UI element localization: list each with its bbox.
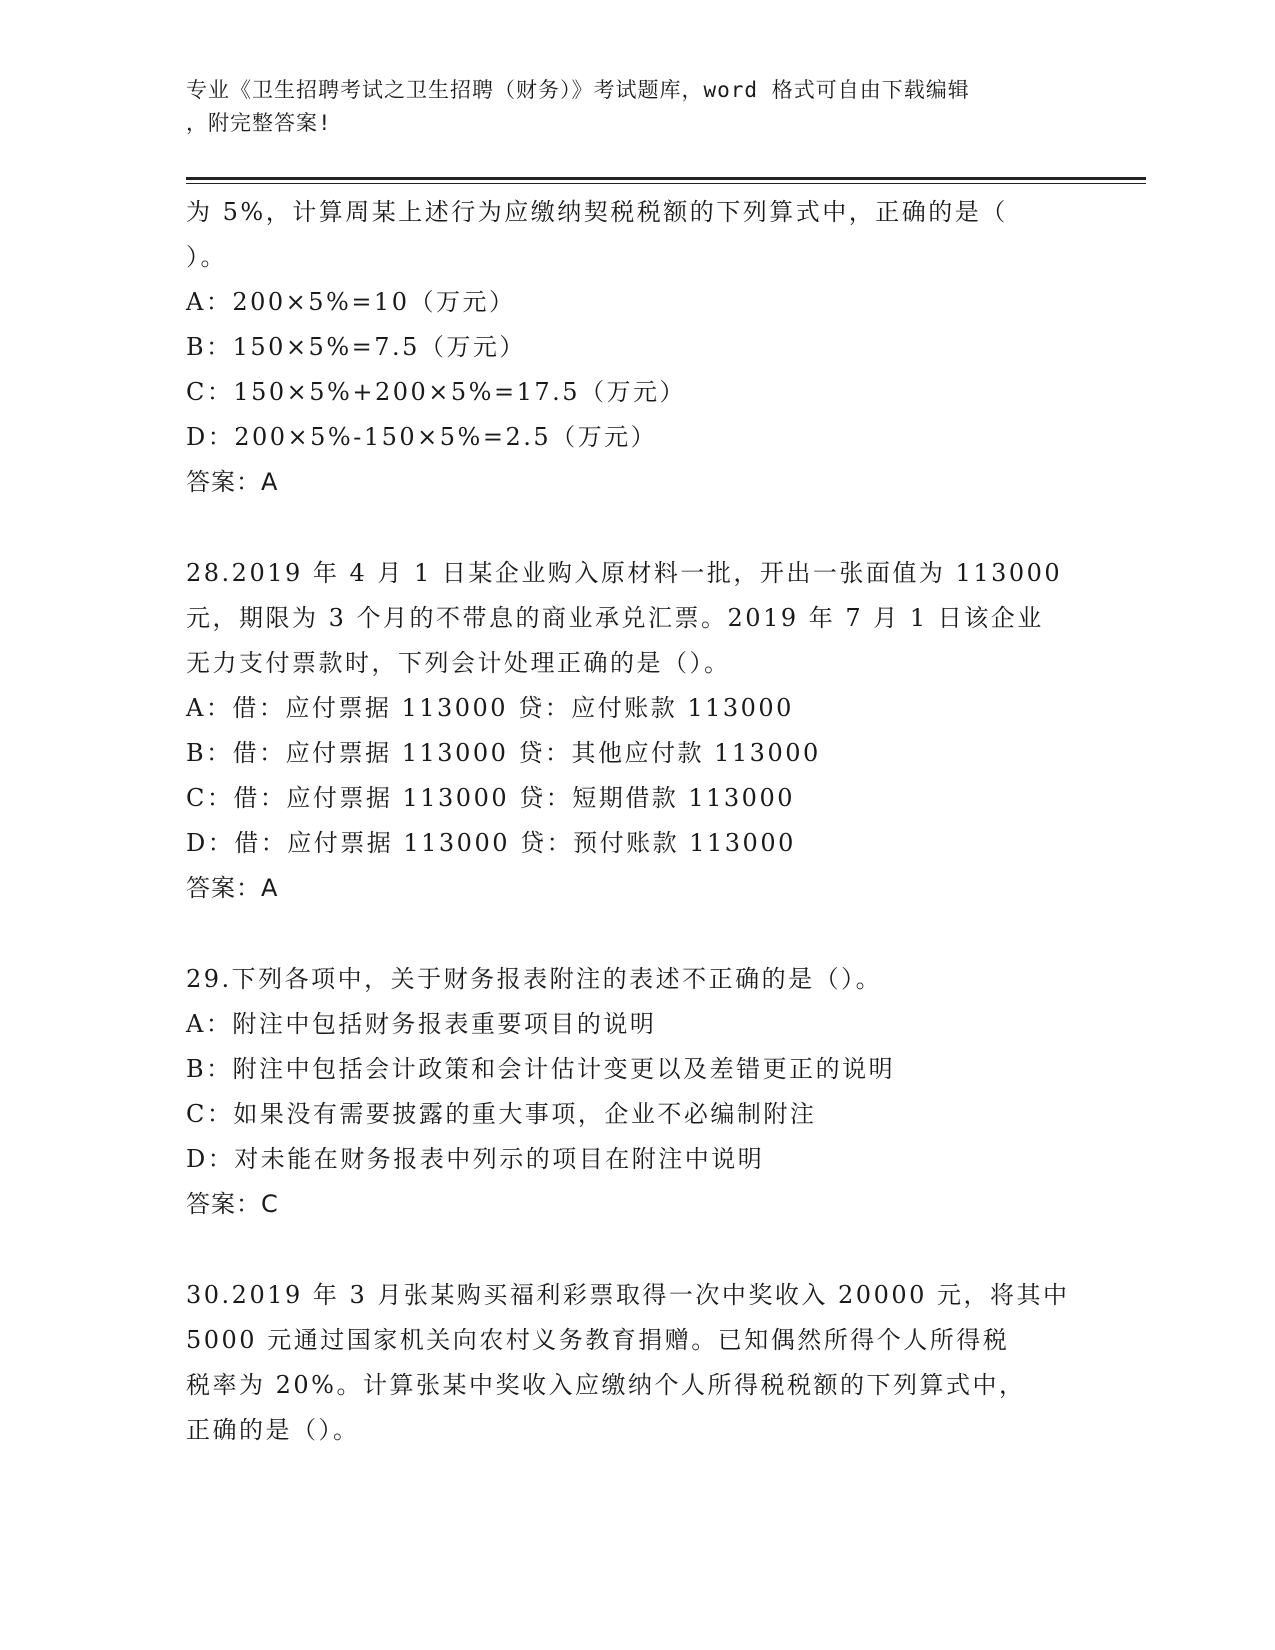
question-stem: 28.2019 年 4 月 1 日某企业购入原材料一批，开出一张面值为 113000 — [186, 559, 1063, 587]
spacer — [186, 911, 1086, 957]
question-29 — [186, 957, 1086, 1227]
answer: 答案：A — [186, 468, 279, 496]
answer: 答案：A — [186, 874, 279, 902]
question-stem: 正确的是（）。 — [186, 1416, 360, 1444]
question-stem: 税率为 20%。计算张某中奖收入应缴纳个人所得税税额的下列算式中， — [186, 1371, 1026, 1399]
spacer — [186, 505, 1086, 551]
question-stem: 无力支付票款时，下列会计处理正确的是（）。 — [186, 649, 731, 677]
question-stem: 5000 元通过国家机关向农村义务教育捐赠。已知偶然所得个人所得税 — [186, 1326, 1010, 1354]
option-b: B：附注中包括会计政策和会计估计变更以及差错更正的说明 — [186, 1055, 896, 1083]
question-28 — [186, 551, 1086, 911]
question-27 — [186, 190, 1086, 505]
option-d: D：对未能在财务报表中列示的项目在附注中说明 — [186, 1145, 765, 1173]
option-b: B：150×5%=7.5（万元） — [186, 333, 526, 361]
question-stem: 元，期限为 3 个月的不带息的商业承兑汇票。2019 年 7 月 1 日该企业 — [186, 604, 1044, 632]
option-d: D：借：应付票据 113000 贷：预付账款 113000 — [186, 829, 796, 857]
answer: 答案：C — [186, 1190, 279, 1218]
question-stem: ）。 — [186, 243, 227, 271]
header-divider-thin — [186, 183, 1146, 184]
option-d: D：200×5%-150×5%=2.5（万元） — [186, 423, 658, 451]
question-stem: 为 5%，计算周某上述行为应缴纳契税税额的下列算式中，正确的是（ — [186, 198, 1008, 226]
option-c: C：借：应付票据 113000 贷：短期借款 113000 — [186, 784, 795, 812]
option-a: A：200×5%=10（万元） — [186, 288, 516, 316]
header-title-line1: 专业《卫生招聘考试之卫生招聘（财务）》考试题库，word 格式可自由下载编辑 — [186, 78, 970, 102]
page-header — [186, 74, 1086, 140]
question-stem: 30.2019 年 3 月张某购买福利彩票取得一次中奖收入 20000 元，将其中 — [186, 1281, 1070, 1309]
option-b: B：借：应付票据 113000 贷：其他应付款 113000 — [186, 739, 821, 767]
option-c: C：150×5%+200×5%=17.5（万元） — [186, 378, 687, 406]
option-a: A：借：应付票据 113000 贷：应付账款 113000 — [186, 694, 794, 722]
option-a: A：附注中包括财务报表重要项目的说明 — [186, 1010, 657, 1038]
question-stem: 29.下列各项中，关于财务报表附注的表述不正确的是（）。 — [186, 965, 883, 993]
spacer — [186, 1227, 1086, 1273]
header-divider-thick — [186, 177, 1146, 180]
question-list — [186, 190, 1086, 1453]
header-title-line2: ，附完整答案! — [186, 111, 332, 135]
question-30 — [186, 1273, 1086, 1453]
option-c: C：如果没有需要披露的重大事项，企业不必编制附注 — [186, 1100, 817, 1128]
